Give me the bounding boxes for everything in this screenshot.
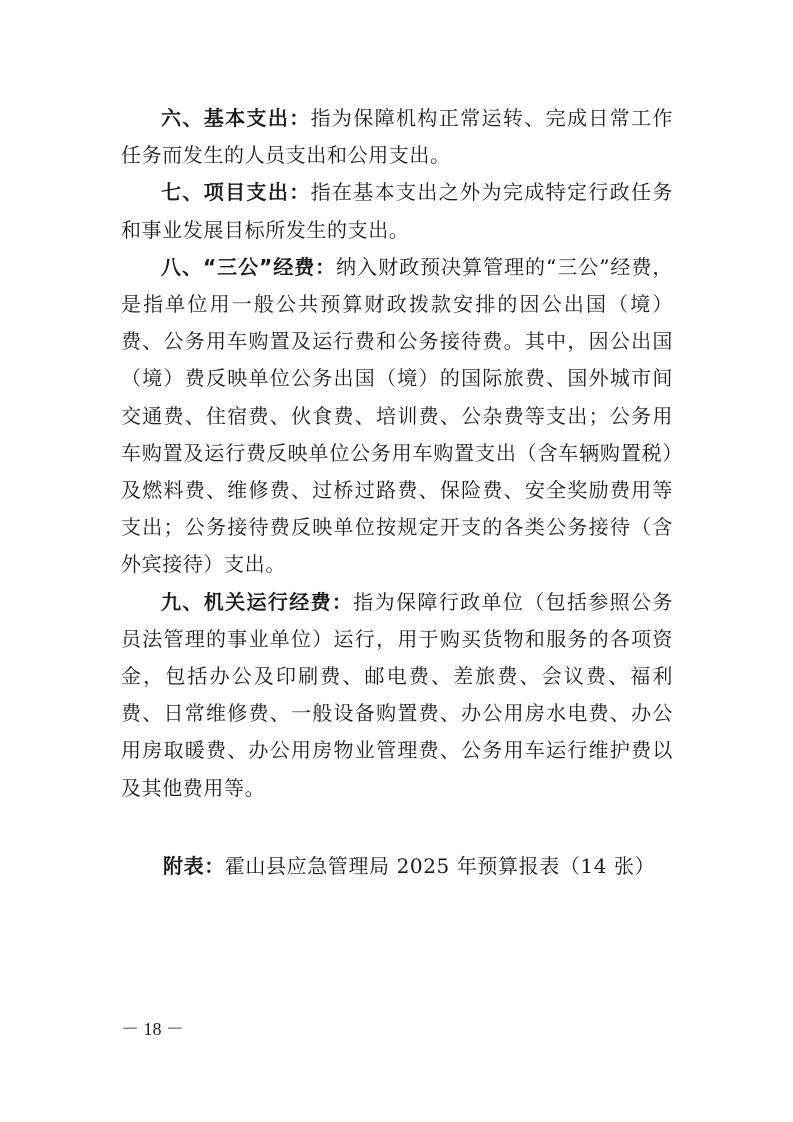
definition-three-public-expenses: 纳入财政预决算管理的“三公”经费，是指单位用一般公共预算财政拨款安排的因公出国（境）费、公务用车购置及运行费和公务接待费。其中，因公出国（境）费反映单位公务出国（境）的国际旅费、国外城市间交通费、住宿费、伙食费、培训费、公杂费等支出；公务用车购置及运行费反映单位公务用车购置支出（含车辆购置税）及燃料费、维修费、过桥过路费、保险费、安全奖励费用等支出；公务接待费反映单位按规定开支的各类公务接待（含外宾接待）支出。: [121, 254, 673, 577]
document-body: [121, 100, 673, 807]
term-operating-expenses: 九、机关运行经费：: [161, 589, 354, 614]
paragraph-operating-expenses: [121, 584, 673, 807]
term-project-expenditure: 七、项目支出：: [161, 180, 311, 205]
paragraph-three-public-expenses: [121, 249, 673, 584]
appendix-label: 附表：: [163, 854, 225, 878]
term-three-public-expenses: 八、“三公”经费：: [161, 254, 337, 279]
appendix-text: 霍山县应急管理局 2025 年预算报表（14 张）: [224, 854, 656, 878]
term-basic-expenditure: 六、基本支出：: [161, 106, 311, 130]
definition-operating-expenses: 指为保障行政单位（包括参照公务员法管理的事业单位）运行，用于购买货物和服务的各项资金，包括办公及印刷费、邮电费、差旅费、会议费、福利费、日常维修费、一般设备购置费、办公用房水电费、办公用房取暖费、办公用房物业管理费、公务用车运行维护费以及其他费用等。: [121, 589, 674, 800]
page-number: － 18 －: [121, 1019, 184, 1039]
definition-basic-expenditure: 指为保障机构正常运转、完成日常工作任务而发生的人员支出和公用支出。: [121, 106, 674, 168]
paragraph-project-expenditure: [121, 174, 673, 248]
definition-project-expenditure: 指在基本支出之外为完成特定行政任务和事业发展目标所发生的支出。: [121, 180, 674, 242]
paragraph-basic-expenditure: [121, 100, 673, 174]
appendix-line: [163, 848, 655, 885]
